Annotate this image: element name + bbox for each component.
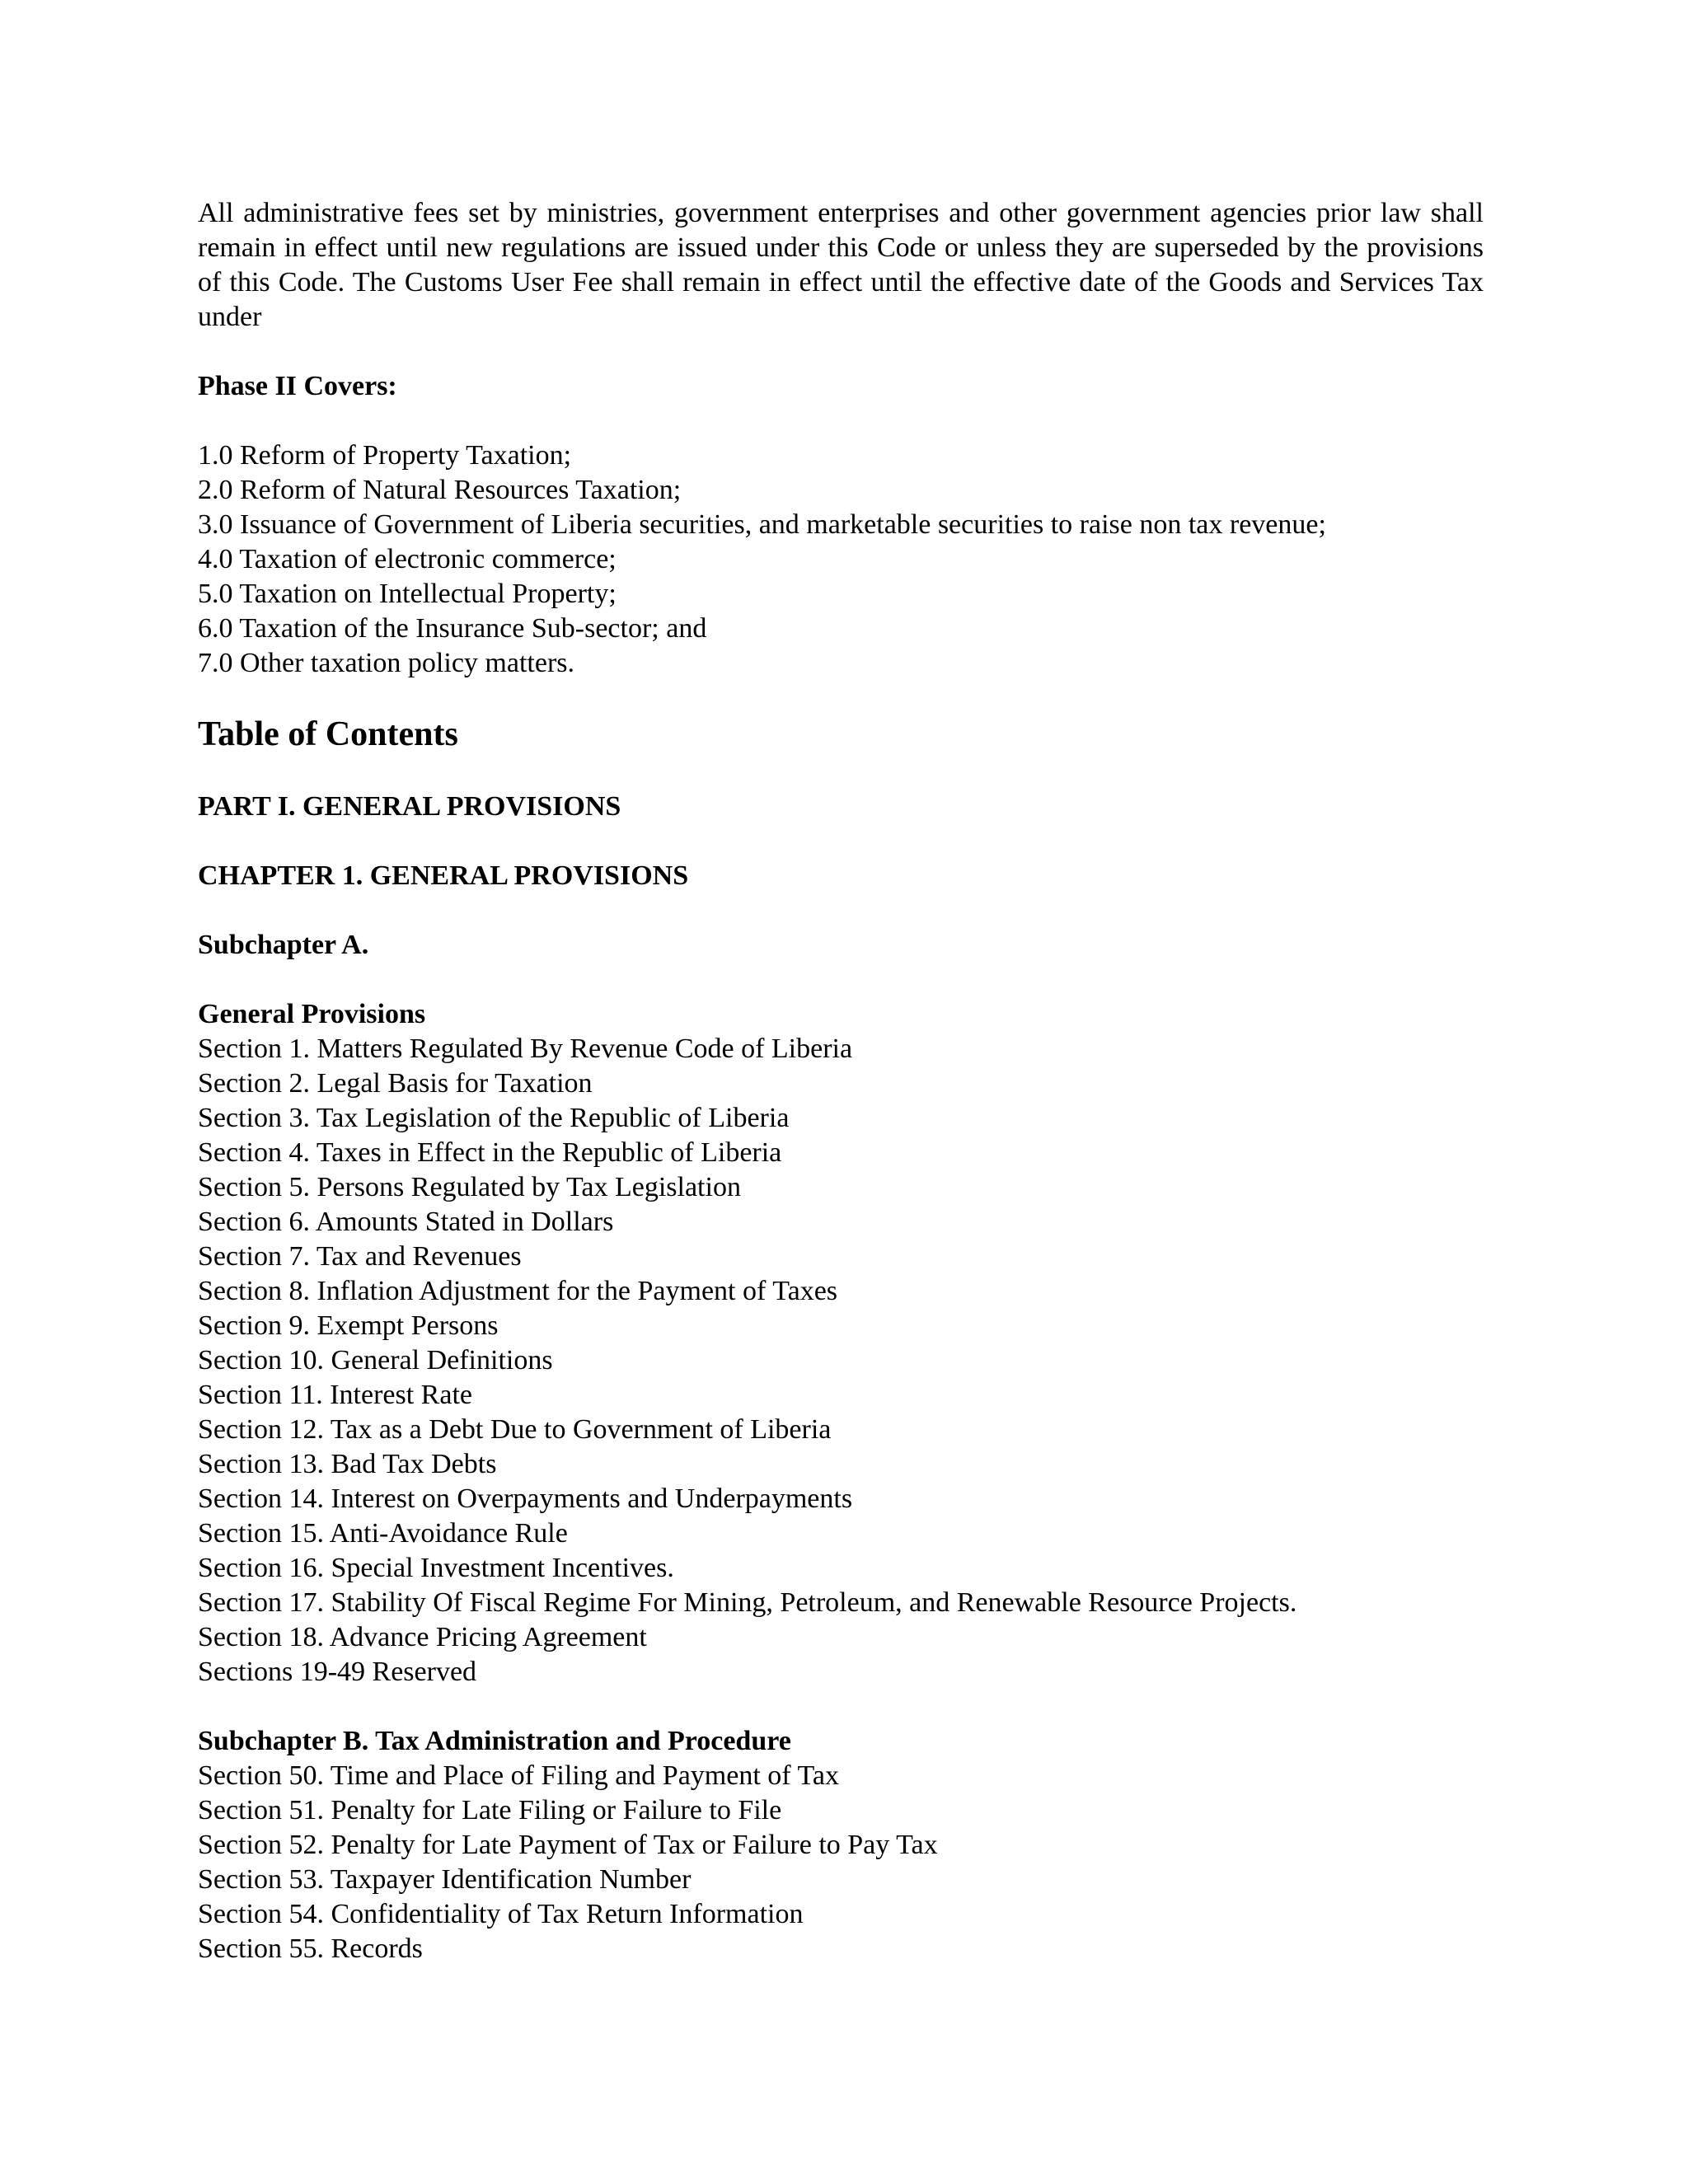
subchapter-a-heading: Subchapter A. [198,930,369,960]
part-heading: PART I. GENERAL PROVISIONS [198,791,621,822]
toc-entry: Section 14. Interest on Overpayments and Underpayments [198,1483,853,1514]
toc-entry: Section 8. Inflation Adjustment for the Payment of Taxes [198,1276,838,1306]
intro-paragraph: All administrative fees set by ministries, government enterprises and other government agencies prior law shall remain in effect until new regulations are issued under this Code or unless they are superseded by the provisions of this Code. The Customs User Fee shall remain in effect until the effective date of the Goods and Services Tax under [198,198,1484,332]
toc-entry: Section 1. Matters Regulated By Revenue Code of Liberia [198,1033,853,1064]
spacer [198,681,1484,714]
toc-entry: Section 11. Interest Rate [198,1380,472,1410]
toc-entry: Section 54. Confidentiality of Tax Return Information [198,1899,804,1929]
document-page [198,196,1484,1966]
spacer [198,963,1484,997]
list-item: 5.0 Taxation on Intellectual Property; [198,579,617,609]
spacer [198,824,1484,859]
spacer [198,755,1484,790]
toc-entry: Section 3. Tax Legislation of the Republic of Liberia [198,1103,790,1133]
toc-entry: Section 55. Records [198,1933,423,1964]
list-item: 1.0 Reform of Property Taxation; [198,440,572,471]
toc-entry: Section 2. Legal Basis for Taxation [198,1068,593,1099]
toc-entry: Section 6. Amounts Stated in Dollars [198,1207,614,1237]
spacer [198,335,1484,369]
toc-entry: Section 18. Advance Pricing Agreement [198,1622,647,1652]
list-item: 4.0 Taxation of electronic commerce; [198,544,617,574]
toc-entry: Sections 19-49 Reserved [198,1657,477,1687]
toc-entry: Section 15. Anti-Avoidance Rule [198,1518,568,1549]
toc-entry: Section 52. Penalty for Late Payment of Tax or Failure to Pay Tax [198,1830,938,1860]
sections-b-list [198,1759,1484,1966]
spacer [198,404,1484,438]
toc-entry: Section 13. Bad Tax Debts [198,1449,497,1479]
list-item: 7.0 Other taxation policy matters. [198,648,574,678]
toc-entry: Section 17. Stability Of Fiscal Regime For Mining, Petroleum, and Renewable Resource Projects. [198,1587,1297,1618]
toc-entry: Section 4. Taxes in Effect in the Republic of Liberia [198,1137,782,1168]
toc-entry: Section 5. Persons Regulated by Tax Legislation [198,1172,741,1202]
toc-entry: Section 53. Taxpayer Identification Number [198,1864,692,1895]
toc-title: Table of Contents [198,715,458,753]
spacer [198,893,1484,928]
toc-entry: Section 50. Time and Place of Filing and Payment of Tax [198,1760,839,1791]
spacer [198,1690,1484,1724]
toc-entry: Section 9. Exempt Persons [198,1310,499,1341]
toc-entry: Section 10. General Definitions [198,1345,553,1376]
toc-entry: Section 51. Penalty for Late Filing or Failure to File [198,1795,782,1825]
sections-a-list [198,1032,1484,1690]
list-item: 2.0 Reform of Natural Resources Taxation; [198,475,682,505]
toc-entry: Section 16. Special Investment Incentives. [198,1553,674,1583]
list-item: 6.0 Taxation of the Insurance Sub-sector; and [198,613,707,644]
toc-entry: Section 12. Tax as a Debt Due to Government of Liberia [198,1414,832,1445]
phase2-list [198,438,1484,681]
general-provisions-heading: General Provisions [198,999,426,1029]
phase2-heading: Phase II Covers: [198,371,397,401]
list-item: 3.0 Issuance of Government of Liberia securities, and marketable securities to raise non tax revenue; [198,509,1326,540]
chapter-heading: CHAPTER 1. GENERAL PROVISIONS [198,860,689,891]
toc-entry: Section 7. Tax and Revenues [198,1241,522,1272]
subchapter-b-heading: Subchapter B. Tax Administration and Procedure [198,1726,791,1756]
